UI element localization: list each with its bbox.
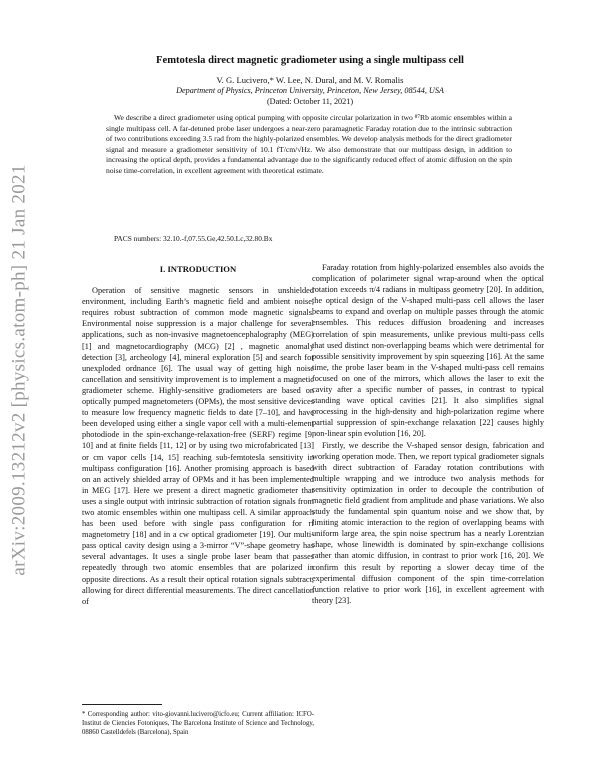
footnote-corresponding-author: * Corresponding author: vito-giovanni.lucivero@icfo.eu; Current affiliation: ICFO-Institut de Ciencies Fotoniques, The Barcelona Institute of Science and Technology, 08860 Castelldefels (Barcelona), Spain — [82, 711, 314, 737]
left-column — [82, 264, 314, 607]
author-list: V. G. Lucivero,* W. Lee, N. Dural, and M. V. Romalis — [216, 75, 404, 85]
date-line: (Dated: October 11, 2021) — [266, 97, 354, 106]
pacs-numbers: PACS numbers: 32.10.-f,07.55.Ge,42.50.Lc,32.80.Bx — [114, 234, 273, 243]
abstract: We describe a direct gradiometer using optical pumping with opposite circular polarization in two ⁸⁷Rb atomic ensembles within a single multipass cell. A far-detuned probe laser undergoes a near-zero paramagnetic Faraday rotation due to the intrinsic subtraction of two contributions exceeding 3.5 rad from the highly-polarized ensembles. We develop analysis methods for the direct gradiometer signal and measure a gradiometer sensitivity of 10.1 fT/cm/√Hz. We also demonstrate that our multipass design, in addition to increasing the optical depth, provides a fundamental advantage due to the significantly reduced effect of atomic diffusion on the spin noise time-correlation, in excellent agreement with theoretical estimate. — [106, 113, 512, 175]
body-paragraph: Faraday rotation from highly-polarized ensembles also avoids the complication of polarimeter signal wrap-around when the optical rotation exceeds π/4 radians in multipass geometry [20]. In addition, the optical design of the V-shaped multi-pass cell allows the laser beams to expand and overlap on multiple passes through the atomic ensembles. This reduces diffusion broadening and increases correlation of spin measurements, unlike previous multi-pass cells that used distinct non-overlapping beams which were detrimental for possible sensitivity improvement by spin squeezing [16]. At the same time, the probe laser beam in the V-shaped multi-pass cell remains focused on one of the mirrors, which allows the laser to exit the cavity after a specific number of passes, in contrast to typical standing wave optical cavities [21]. It also simplifies signal processing in the high-density and high-polarization regime where partial suppression of spin-exchange relaxation [22] causes highly non-linear spin evolution [16, 20]. — [312, 263, 544, 439]
right-column — [312, 262, 544, 606]
affiliation: Department of Physics, Princeton University, Princeton, New Jersey, 08544, USA — [176, 86, 444, 95]
arxiv-identifier-margin — [0, 130, 40, 610]
arxiv-identifier-text: arXiv:2009.13212v2 [physics.atom-ph] 21 Jan 2021 — [9, 164, 30, 576]
body-paragraph: Operation of sensitive magnetic sensors in unshielded environment, including Earth’s magnetic field and ambient noise, requires robust subtraction of common mode magnetic signals. Environmental noise suppression is a major challenge for several applications, such as non-invasive magnetoencephalography (MEG) [1] and magnetocardiography (MCG) [2] , magnetic anomaly detection [3], archeology [4], mineral exploration [5] and search for unexploded ordnance [6]. The usual way of getting high noise cancellation and sensitivity improvement is to implement a magnetic gradiometer scheme. Highly-sensitive gradiometers are based on optically pumped magnetometers (OPMs), the most sensitive devices to measure low frequency magnetic fields to date [7–10], and have been developed using either a single vapor cell with a multi-element photodiode in the spin-exchange-relaxation-free (SERF) regime [9, 10] and at finite fields [11, 12] or by using two microfabricated [13] or cm vapor cells [14, 15] reaching sub-femtotesla sensitivity in multipass configuration [16]. Another promising approach is based on an actively shielded array of OPMs and it has been implemented in MEG [17]. Here we present a direct magnetic gradiometer that uses a single output with intrinsic subtraction of rotation signals from two atomic ensembles within one multipass cell. A similar approach has been used before with single pass configuration for rf magnetometry [18] and in a cw optical gradiometer [19]. Our multi-pass optical cavity design using a 3-mirror “V”-shape geometry has several advantages. It uses a single probe laser beam that passes repeatedly through two atomic ensembles that are polarized in opposite directions. As a result their optical rotation signals subtract, allowing for direct differential measurements. The direct cancellation of — [82, 286, 314, 606]
footnote-divider — [82, 704, 162, 705]
section-heading-introduction: I. INTRODUCTION — [159, 264, 237, 274]
paper-title: Femtotesla direct magnetic gradiometer using a single multipass cell — [156, 55, 464, 66]
body-paragraph: Firstly, we describe the V-shaped sensor design, fabrication and working operation mode. Then, we report typical gradiometer signals with direct subtraction of Faraday rotation contributions with multiple wrapping and we introduce two analysis methods for sensitivity optimization in order to decouple the contribution of magnetic field gradient from amplitude and phase variations. We also study the fundamental spin quantum noise and we show that, by limiting atomic interaction to the region of overlapping beams with uniform large area, the spin noise spectrum has a nearly Lorentzian shape, whose linewidth is dominated by spin-exchange collisions rather than atomic diffusion, in contrast to prior work [16, 20]. We confirm this result by reporting a slower decay time of the experimental diffusion component of the spin time-correlation function relative to prior work [16], in excellent agreement with theory [23]. — [312, 440, 544, 605]
